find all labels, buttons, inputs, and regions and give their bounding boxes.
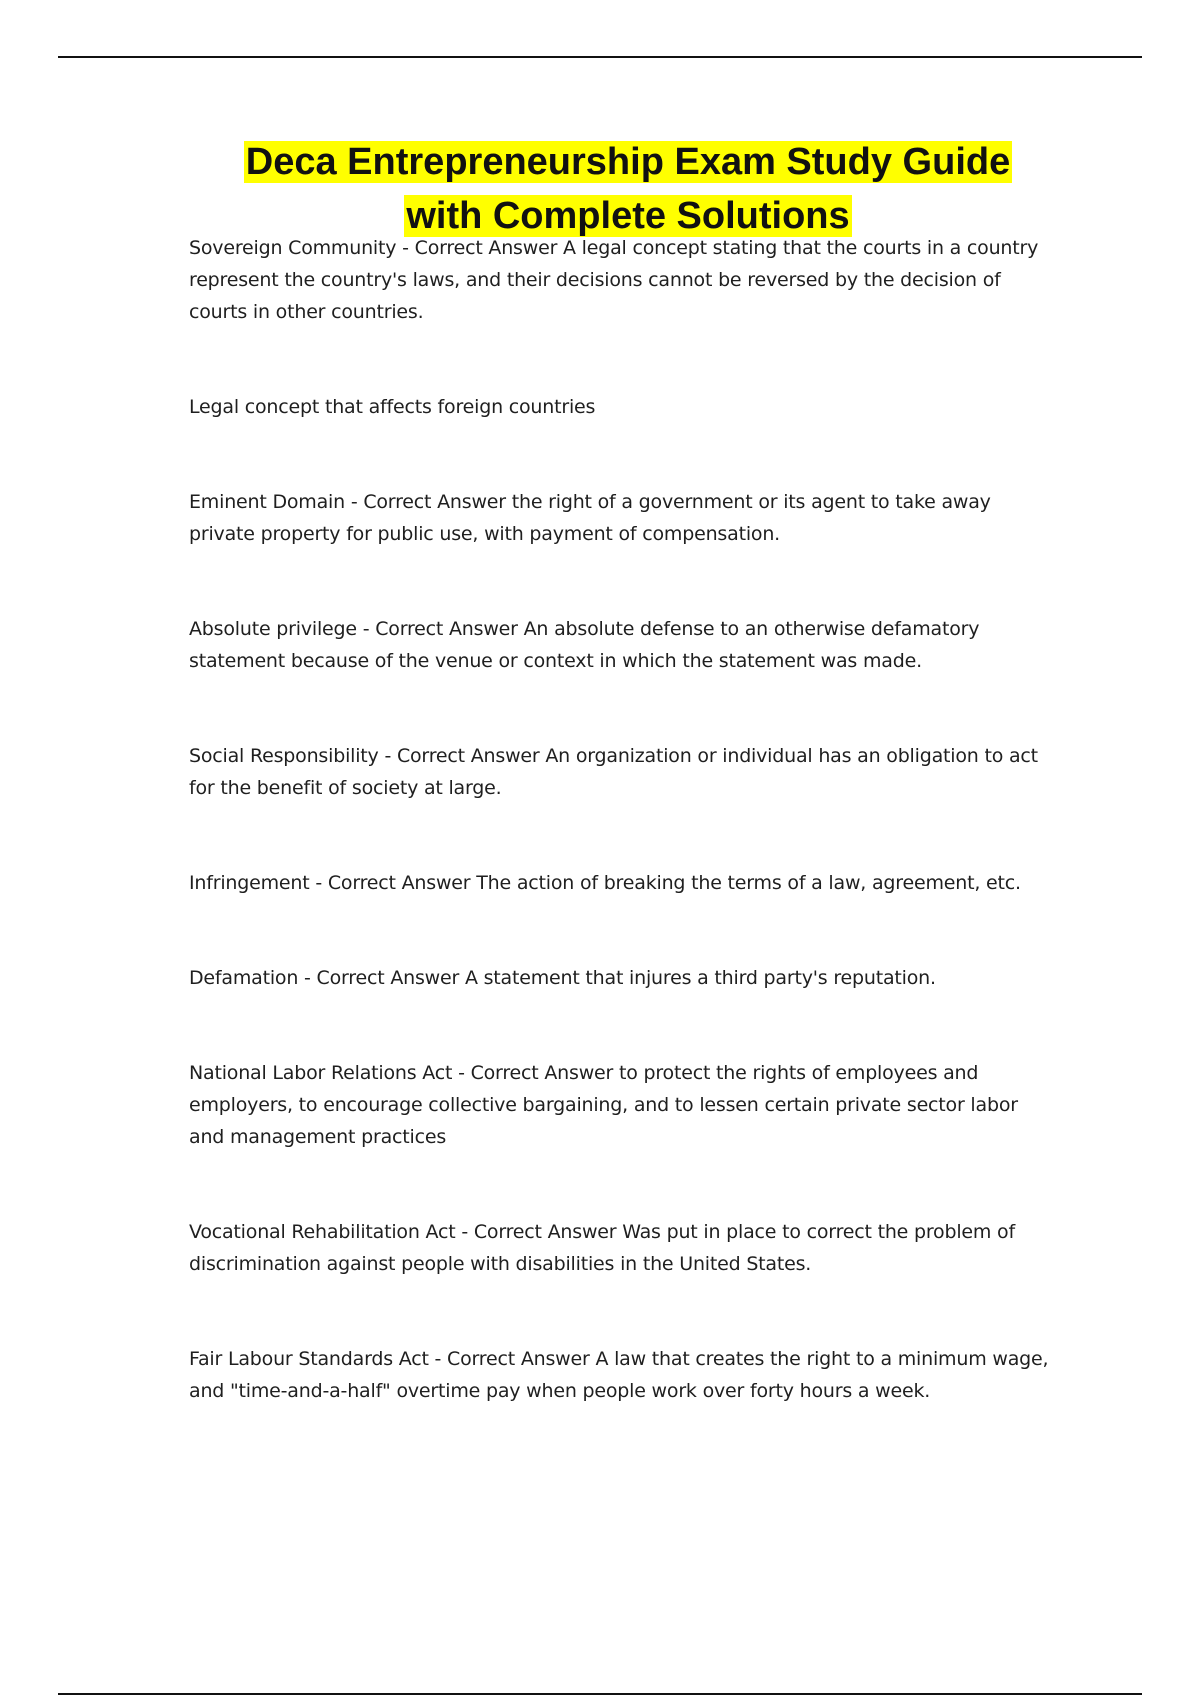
header-rule xyxy=(58,56,1142,58)
entry-legal-concept-foreign: Legal concept that affects foreign countries xyxy=(189,396,596,418)
footer-rule xyxy=(58,1693,1142,1695)
entry-infringement: Infringement - Correct Answer The action of breaking the terms of a law, agreement, etc. xyxy=(189,872,1021,894)
title-line-2: with Complete Solutions xyxy=(406,195,850,237)
entry-vocational-rehabilitation-act: Vocational Rehabilitation Act - Correct Answer Was put in place to correct the problem of discrimination against people with disabilities in the United States. xyxy=(189,1221,1015,1275)
entry-national-labor-relations-act: National Labor Relations Act - Correct Answer to protect the rights of employees and employers, to encourage collective bargaining, and to lessen certain private sector labor and management practices xyxy=(189,1062,1018,1148)
entry-defamation: Defamation - Correct Answer A statement that injures a third party's reputation. xyxy=(189,967,936,989)
entry-social-responsibility: Social Responsibility - Correct Answer An organization or individual has an obligation to act for the benefit of society at large. xyxy=(189,745,1038,799)
study-guide-entries xyxy=(189,232,1049,1470)
entry-fair-labour-standards-act: Fair Labour Standards Act - Correct Answer A law that creates the right to a minimum wage, and "time-and-a-half" overtime pay when people work over forty hours a week. xyxy=(189,1348,1049,1402)
entry-eminent-domain: Eminent Domain - Correct Answer the right of a government or its agent to take away private property for public use, with payment of compensation. xyxy=(189,491,991,545)
entry-sovereign-community: Sovereign Community - Correct Answer A legal concept stating that the courts in a country represent the country's laws, and their decisions cannot be reversed by the decision of courts in other countries. xyxy=(189,237,1039,323)
entry-absolute-privilege: Absolute privilege - Correct Answer An absolute defense to an otherwise defamatory statement because of the venue or context in which the statement was made. xyxy=(189,618,980,672)
title-line-1: Deca Entrepreneurship Exam Study Guide xyxy=(245,141,1011,183)
document-title xyxy=(60,139,1196,247)
